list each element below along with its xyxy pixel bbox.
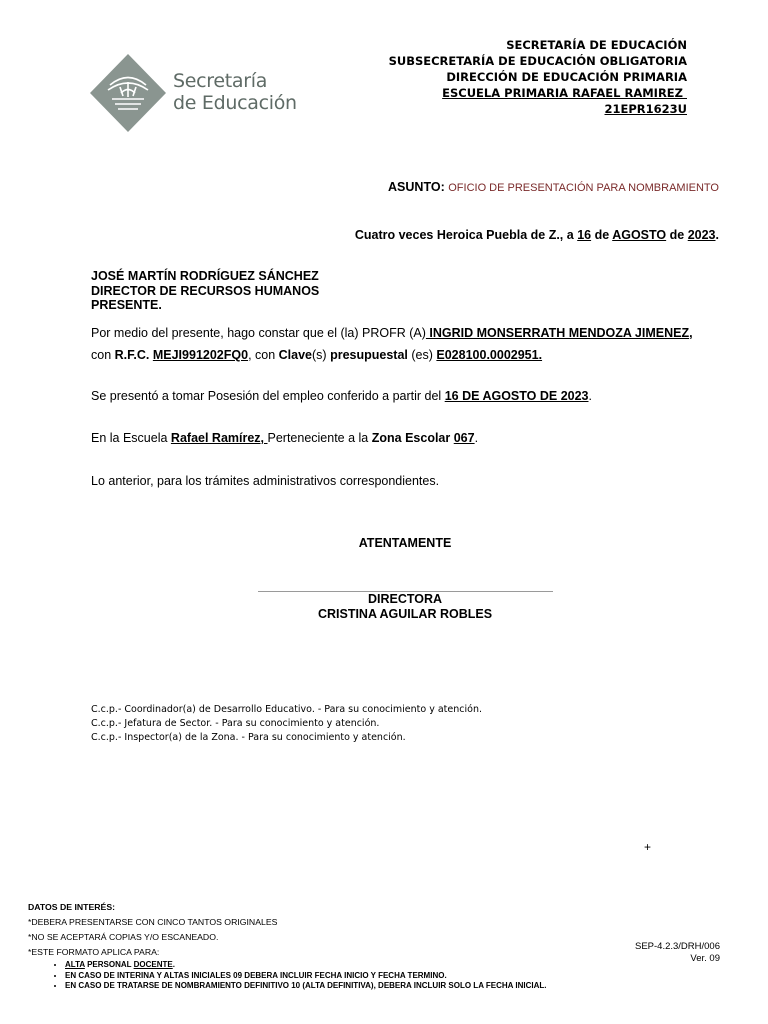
signature-block xyxy=(0,592,768,621)
ccp-item: C.c.p.- Coordinador(a) de Desarrollo Educativo. - Para su conocimiento y atención. xyxy=(91,704,482,715)
date-de-2: de xyxy=(669,228,685,242)
date-month: AGOSTO xyxy=(612,228,667,242)
clave-s: (s) xyxy=(312,348,327,362)
p3-end: . xyxy=(474,431,479,445)
signer-role: DIRECTORA xyxy=(367,592,443,606)
teacher-name: INGRID MONSERRATH MENDOZA JIMENEZ xyxy=(425,326,690,340)
datos-title: DATOS DE INTERÉS: xyxy=(28,902,116,912)
p1-comma: , xyxy=(689,326,693,340)
header-line-3: DIRECCIÓN DE EDUCACIÓN PRIMARIA xyxy=(446,70,687,84)
presupuestal-label: presupuestal xyxy=(330,348,408,362)
paragraph-constancia xyxy=(91,322,721,366)
asunto-value: OFICIO DE PRESENTACIÓN PARA NOMBRAMIENTO xyxy=(448,182,719,194)
header-line-2: SUBSECRETARÍA DE EDUCACIÓN OBLIGATORIA xyxy=(388,54,687,68)
recipient-title: DIRECTOR DE RECURSOS HUMANOS xyxy=(91,283,320,298)
p2-intro: Se presentó a tomar Posesión del empleo conferido a partir del xyxy=(91,389,442,403)
document-ref: SEP-4.2.3/DRH/006 xyxy=(634,941,720,952)
format-bullets xyxy=(28,960,546,992)
school-name: Rafael Ramírez, xyxy=(170,431,268,445)
datos-interes xyxy=(28,900,277,960)
p3-intro: En la Escuela xyxy=(91,431,168,445)
datos-line-1: *DEBERA PRESENTARSE CON CINCO TANTOS ORIGINALES xyxy=(28,917,278,927)
clave-es: (es) xyxy=(411,348,433,362)
ccp-item: C.c.p.- Inspector(a) de la Zona. - Para su conocimiento y atención. xyxy=(91,732,406,743)
p1-con2: , con xyxy=(248,348,276,362)
recipient-presente: PRESENTE. xyxy=(91,298,162,312)
bullet-item: • EN CASO DE INTERINA Y ALTAS INICIALES 09 DEBERA INCLUIR FECHA INICIO Y FECHA TERMINO. xyxy=(65,971,546,982)
zona-label: Zona Escolar xyxy=(371,431,451,445)
plus-mark: + xyxy=(644,840,652,854)
recipient-name: JOSÉ MARTÍN RODRÍGUEZ SÁNCHEZ xyxy=(91,269,319,283)
clave-value: E028100.0002951. xyxy=(436,348,543,362)
signer-name: CRISTINA AGUILAR ROBLES xyxy=(317,606,493,621)
p3-perteneciente: Perteneciente a la xyxy=(267,431,369,445)
recipient-block xyxy=(91,269,319,313)
rfc-value: MEJI991202FQ0 xyxy=(152,348,249,362)
bullet-item xyxy=(65,960,546,971)
p1-con: con xyxy=(91,348,112,362)
document-header xyxy=(389,37,687,117)
bullet-dot: . xyxy=(172,960,175,969)
rfc-label: R.F.C. xyxy=(114,348,150,362)
header-line-4: ESCUELA PRIMARIA RAFAEL RAMIREZ xyxy=(442,86,687,100)
date-line xyxy=(355,228,719,242)
logo-line-2: de Educación xyxy=(173,92,297,114)
asunto-label: ASUNTO: xyxy=(388,180,445,194)
logo-line-1: Secretaría xyxy=(173,70,268,92)
document-code xyxy=(635,941,720,965)
zona-number: 067 xyxy=(453,431,475,445)
date-day: 16 xyxy=(577,228,592,242)
p1-intro: Por medio del presente, hago constar que el (la) PROFR (A) xyxy=(91,326,426,340)
header-line-1: SECRETARÍA DE EDUCACIÓN xyxy=(506,38,687,52)
asunto-line xyxy=(388,180,719,194)
paragraph-tramites: Lo anterior, para los trámites administrativos correspondientes. xyxy=(91,474,440,488)
date-de-1: de xyxy=(594,228,610,242)
paragraph-posesion xyxy=(91,385,721,407)
bullet-alta: ALTA xyxy=(65,960,85,969)
logo-wordmark xyxy=(173,70,297,114)
datos-line-2: *NO SE ACEPTARÁ COPIAS Y/O ESCANEADO. xyxy=(28,932,219,942)
paragraph-escuela xyxy=(91,427,721,449)
posesion-date: 16 DE AGOSTO DE 2023 xyxy=(444,389,589,403)
date-end: . xyxy=(715,228,719,242)
atentamente: ATENTAMENTE xyxy=(358,536,452,550)
ccp-item: C.c.p.- Jefatura de Sector. - Para su conocimiento y atención. xyxy=(91,718,380,729)
date-prefix: Cuatro veces Heroica Puebla de Z., a xyxy=(354,228,574,242)
bullet-docente: DOCENTE xyxy=(133,960,173,969)
date-year: 2023 xyxy=(687,228,716,242)
p2-end: . xyxy=(588,389,592,403)
bullet-item: • EN CASO DE TRATARSE DE NOMBRAMIENTO DEFINITIVO 10 (ALTA DEFINITIVA), DEBERA INCLUIR SOLO LA FECHA INICIAL. xyxy=(65,981,546,992)
ccp-list xyxy=(91,703,482,745)
bullet-personal: PERSONAL xyxy=(84,960,134,969)
datos-line-3: *ESTE FORMATO APLICA PARA: xyxy=(28,947,160,957)
header-line-5: 21EPR1623U xyxy=(604,102,687,116)
document-version: Ver. 09 xyxy=(690,953,720,964)
clave-label: Clave xyxy=(278,348,313,362)
